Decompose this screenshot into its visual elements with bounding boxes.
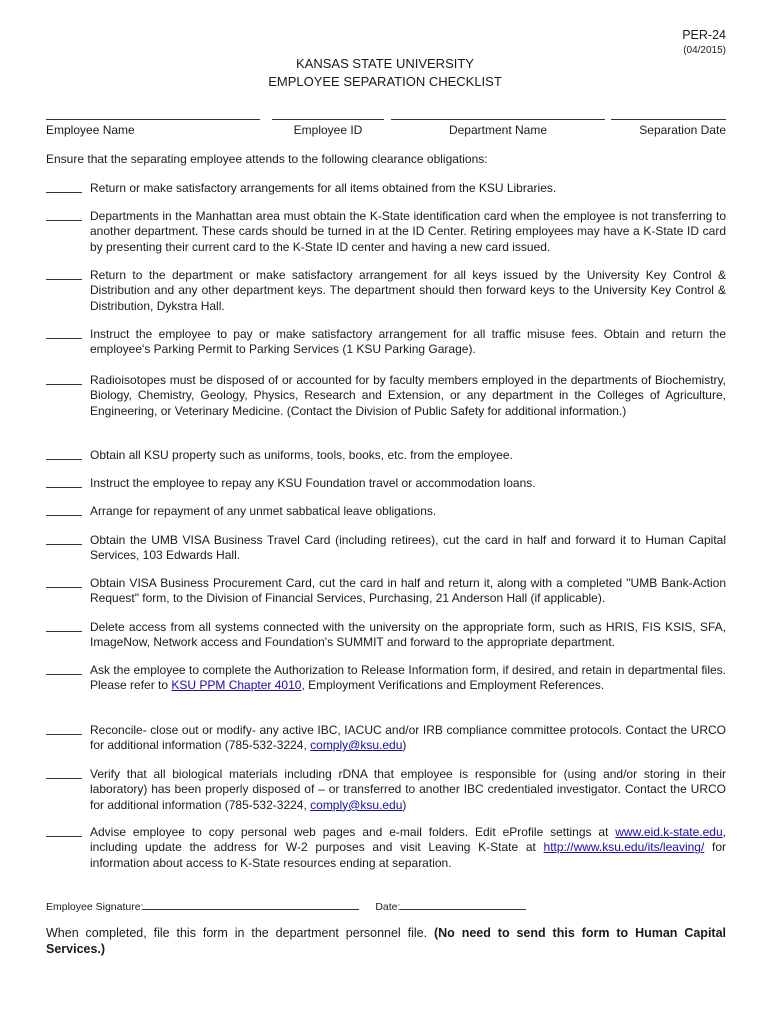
checklist-item <box>46 620 726 651</box>
item-text: Instruct the employee to repay any KSU Foundation travel or accommodation loans. <box>90 476 536 490</box>
item-text: Departments in the Manhattan area must obtain the K-State identification card when the employee is not transferring to another department. These cards should be turned in at the ID Center. Retiring employees may have a K-State ID card by presenting their current card to the K-State ID center and having a new card issued. <box>90 209 726 254</box>
employee-info-fields <box>46 110 726 140</box>
item-text: Delete access from all systems connected with the university on the appropriate form, such as HRIS, FIS KSIS, SFA, ImageNow, Network access and Foundation's SUMMIT and forward to the appropriate department. <box>90 620 726 650</box>
signature-line[interactable] <box>143 900 359 910</box>
employee-name-field[interactable] <box>46 110 260 137</box>
form-revision-date: (04/2015) <box>683 45 726 56</box>
document-title <box>0 55 770 91</box>
item-text: Arrange for repayment of any unmet sabbatical leave obligations. <box>90 504 437 518</box>
item-text: Return or make satisfactory arrangements for all items obtained from the KSU Libraries. <box>90 181 557 195</box>
item-text-part: , including update the address for W-2 purposes and visit Leaving K-State at <box>90 825 726 855</box>
signature-label: Employee Signature: <box>46 901 144 913</box>
item-text-part: Ask the employee to complete the Authorization to Release Information form, if desired, and retain in departmental files. Please refer to <box>90 663 726 693</box>
separation-date-line <box>611 110 726 120</box>
checklist-item <box>46 373 726 419</box>
item-text-part: for information about access to K-State resources ending at separation. <box>90 840 726 870</box>
footer-text: When completed, file this form in the department personnel file. <box>46 926 434 940</box>
item-text: Radioisotopes must be disposed of or accounted for by faculty members employed in the departments of Biochemistry, Biology, Chemistry, Geology, Physics, Research and Extension, or any department in the Colleges of Agriculture, Engineering, or Veterinary Medicine. (Contact the Division of Public Safety for additional information.) <box>90 373 726 418</box>
employee-id-line <box>272 110 384 120</box>
checklist-item <box>46 476 726 491</box>
item-text <box>90 825 726 871</box>
signature-row <box>46 900 526 913</box>
item-text-part: ) <box>402 797 407 812</box>
item-text <box>90 767 726 813</box>
form-code: PER-24 <box>682 28 726 42</box>
item-text: Obtain all KSU property such as uniforms, tools, books, etc. from the employee. <box>90 448 513 462</box>
department-name-line <box>391 110 605 120</box>
ppm-chapter-link[interactable]: KSU PPM Chapter 4010 <box>171 678 302 693</box>
checklist-title: EMPLOYEE SEPARATION CHECKLIST <box>268 74 502 89</box>
item-text-part: Verify that all biological materials including rDNA that employee is responsible for (using and/or storing in their laboratory) has been properly disposed of – or transferred to another IBC credentialed investigator. Contact the URCO for additional information (785-532-3224, <box>90 767 726 812</box>
checklist-item <box>46 181 726 196</box>
form-code-block <box>682 26 726 58</box>
checklist-item <box>46 663 726 694</box>
department-name-label: Department Name <box>448 123 548 137</box>
university-name: KANSAS STATE UNIVERSITY <box>296 56 474 71</box>
separation-date-field[interactable] <box>611 110 726 137</box>
item-text <box>90 723 726 754</box>
checklist-item <box>46 576 726 607</box>
item-text-part: Reconcile- close out or modify- any active IBC, IACUC and/or IRB compliance committee protocols. Contact the URCO for additional information (785-532-3224, <box>90 723 726 753</box>
item-text: Return to the department or make satisfactory arrangement for all keys issued by the University Key Control & Distribution and any other department keys. The department should then forward keys to the University Key Control & Distribution, Dykstra Hall. <box>90 268 726 313</box>
eid-link[interactable]: www.eid.k-state.edu <box>615 825 723 839</box>
checklist-item <box>46 767 726 813</box>
item-text: Obtain the UMB VISA Business Travel Card (including retirees), cut the card in half and forward it to Human Capital Services, 103 Edwards Hall. <box>90 533 726 563</box>
item-text-part: ) <box>402 738 407 753</box>
checklist-item <box>46 268 726 314</box>
checklist-item <box>46 533 726 564</box>
date-line[interactable] <box>400 900 526 910</box>
date-label: Date: <box>375 901 401 913</box>
checklist-item <box>46 448 726 463</box>
item-text: Obtain VISA Business Procurement Card, cut the card in half and return it, along with a completed "UMB Bank-Action Request" form, to the Division of Financial Services, Purchasing, 21 Anderson Hall (if applicable). <box>90 576 726 606</box>
employee-name-label: Employee Name <box>46 123 135 137</box>
comply-email-link[interactable]: comply@ksu.edu <box>310 738 403 753</box>
separation-date-label: Separation Date <box>639 123 726 137</box>
employee-name-line <box>46 110 260 120</box>
employee-id-label: Employee ID <box>293 123 363 137</box>
intro-text: Ensure that the separating employee attends to the following clearance obligations: <box>46 152 488 166</box>
leaving-kstate-link[interactable]: http://www.ksu.edu/its/leaving/ <box>543 840 705 855</box>
item-text-part: Advise employee to copy personal web pages and e-mail folders. Edit eProfile settings at <box>90 825 616 839</box>
item-text: Instruct the employee to pay or make satisfactory arrangement for all traffic misuse fees. Obtain and return the employee's Parking Permit to Parking Services (1 KSU Parking Garage). <box>90 327 726 357</box>
item-text <box>90 663 726 694</box>
checklist-item <box>46 723 726 754</box>
checklist-item <box>46 504 726 519</box>
checklist-item <box>46 209 726 255</box>
department-name-field[interactable] <box>391 110 605 137</box>
item-text-part: , Employment Verifications and Employment References. <box>301 678 605 693</box>
footer-bold-text: (No need to send this form to Human Capital Services.) <box>46 926 727 956</box>
checklist-item <box>46 825 726 871</box>
footer-note <box>46 925 726 957</box>
comply-email-link[interactable]: comply@ksu.edu <box>310 797 403 812</box>
employee-id-field[interactable] <box>272 110 384 137</box>
checklist-item <box>46 327 726 358</box>
